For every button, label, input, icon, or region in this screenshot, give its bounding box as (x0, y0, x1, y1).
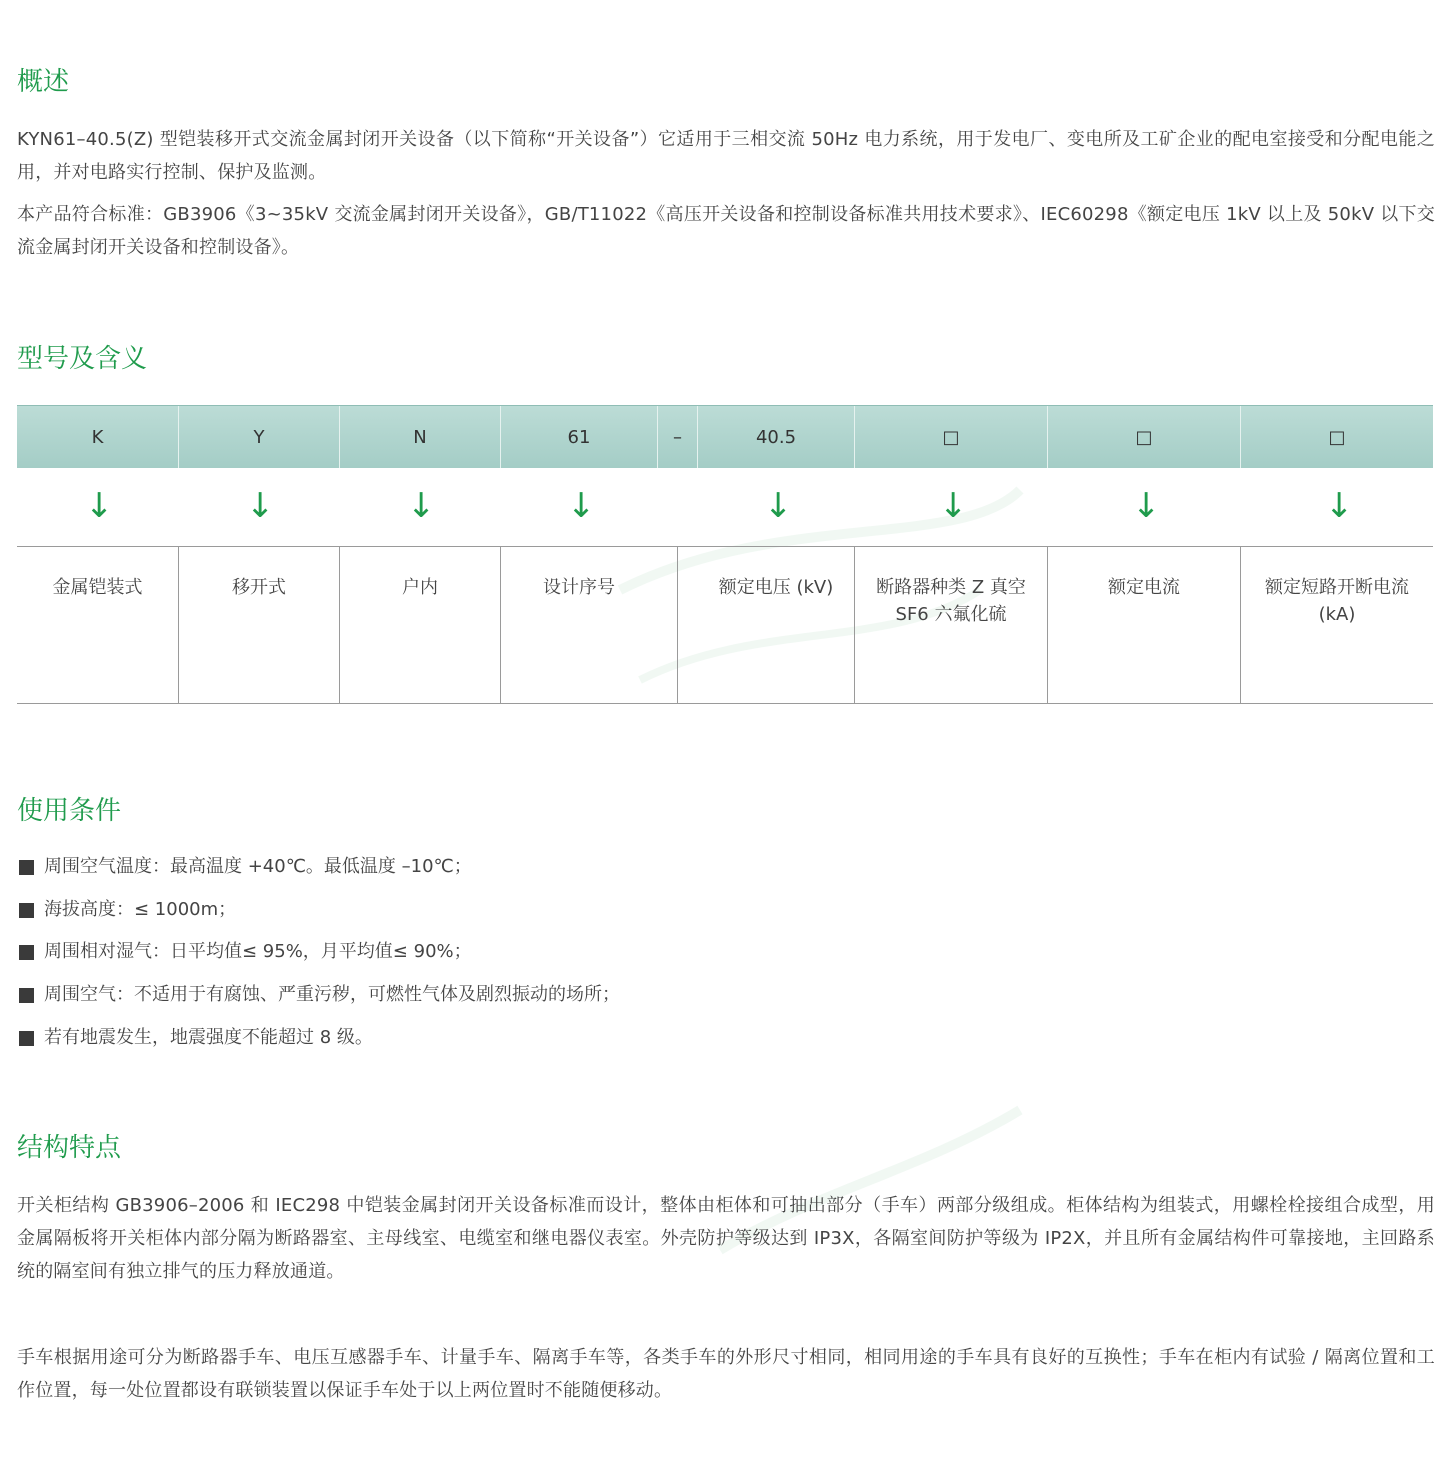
down-arrow-icon: ↓ (1325, 486, 1354, 526)
condition-text: 若有地震发生，地震强度不能超过 8 级。 (44, 1027, 373, 1048)
meaning-table-top-rule (17, 546, 1433, 547)
bullet-square-icon (19, 988, 34, 1003)
structure-paragraph-1: 开关柜结构 GB3906–2006 和 IEC298 中铠装金属封闭开关设备标准而设计，整体由柜体和可抽出部分（手车）两部分级组成。柜体结构为组装式，用螺栓栓接组合成型，用金属隔板将开关柜体内部分隔为断路器室、主母线室、电缆室和继电器仪表室。外壳防护等级达到 IP3X，各隔室间防护等级为 IP2X，并且所有金属结构件可靠接地，主回路系统的隔室间有独立排气的压力释放通道。 (17, 1195, 1435, 1282)
structure-heading: 结构特点 (17, 1133, 122, 1163)
down-arrow-icon: ↓ (246, 486, 275, 526)
code-cell-breaker-type: □ (942, 426, 960, 448)
meaning-separator (339, 546, 340, 704)
down-arrow-icon: ↓ (567, 486, 596, 526)
code-cell-n: N (413, 426, 427, 448)
code-cell-y: Y (253, 426, 265, 448)
bullet-square-icon (19, 860, 34, 875)
condition-text: 周围空气温度：最高温度 +40℃。最低温度 –10℃； (44, 856, 472, 877)
condition-text: 周围空气：不适用于有腐蚀、严重污秽，可燃性气体及剧烈振动的场所； (44, 984, 620, 1005)
meaning-withdrawable: 移开式 (232, 577, 286, 598)
meaning-separator (1047, 546, 1048, 704)
down-arrow-icon: ↓ (1132, 486, 1161, 526)
meaning-table-bottom-rule (17, 703, 1433, 704)
overview-heading: 概述 (17, 67, 70, 97)
code-cell-rated-current: □ (1135, 426, 1153, 448)
code-cell-voltage: 40.5 (755, 426, 797, 448)
model-code-band (17, 405, 1433, 468)
meaning-separator (677, 546, 678, 704)
code-cell-61: 61 (567, 426, 591, 448)
condition-item (17, 1024, 373, 1052)
overview-paragraph-2: 本产品符合标准：GB3906《3~35kV 交流金属封闭开关设备》，GB/T11022《高压开关设备和控制设备标准共用技术要求》、IEC60298《额定电压 1kV 以上及 50kV 以下交流金属封闭开关设备和控制设备》。 (17, 204, 1435, 258)
condition-item (17, 896, 236, 924)
model-heading: 型号及含义 (17, 344, 148, 374)
structure-paragraph-2: 手车根据用途可分为断路器手车、电压互感器手车、计量手车、隔离手车等，各类手车的外形尺寸相同，相同用途的手车具有良好的互换性；手车在柜内有试验 / 隔离位置和工作位置，每一处位置都设有联锁装置以保证手车处于以上两位置时不能随便移动。 (17, 1347, 1435, 1401)
condition-item (17, 981, 620, 1009)
overview-paragraph-1: KYN61–40.5(Z) 型铠装移开式交流金属封闭开关设备（以下简称“开关设备”）它适用于三相交流 50Hz 电力系统，用于发电厂、变电所及工矿企业的配电室接受和分配电能之用，并对电路实行控制、保护及监测。 (17, 129, 1435, 183)
bullet-square-icon (19, 903, 34, 918)
condition-text: 周围相对湿气：日平均值≤ 95%，月平均值≤ 90%； (44, 941, 472, 962)
meaning-separator (178, 546, 179, 704)
condition-item (17, 853, 472, 881)
condition-text: 海拔高度：≤ 1000m； (44, 899, 237, 920)
bullet-square-icon (19, 945, 34, 960)
code-cell-breaking-current: □ (1328, 426, 1346, 448)
meaning-rated-current: 额定电流 (1108, 577, 1180, 598)
meaning-design-number: 设计序号 (543, 577, 615, 598)
code-cell-k: K (91, 426, 104, 448)
meaning-metal-armored: 金属铠装式 (52, 577, 143, 598)
down-arrow-icon: ↓ (85, 486, 114, 526)
meaning-separator (500, 546, 501, 704)
bullet-square-icon (19, 1031, 34, 1046)
meaning-breaker-type: 断路器种类 Z 真空 SF6 六氟化硫 (876, 577, 1026, 625)
condition-item (17, 938, 472, 966)
meaning-breaking-current: 额定短路开断电流 (kA) (1265, 577, 1409, 625)
meaning-indoor: 户内 (402, 577, 438, 598)
down-arrow-icon: ↓ (764, 486, 793, 526)
down-arrow-icon: ↓ (939, 486, 968, 526)
down-arrow-icon: ↓ (407, 486, 436, 526)
meaning-rated-voltage: 额定电压 (kV) (718, 577, 834, 598)
code-cell-dash: – (673, 426, 682, 448)
conditions-heading: 使用条件 (17, 796, 122, 826)
